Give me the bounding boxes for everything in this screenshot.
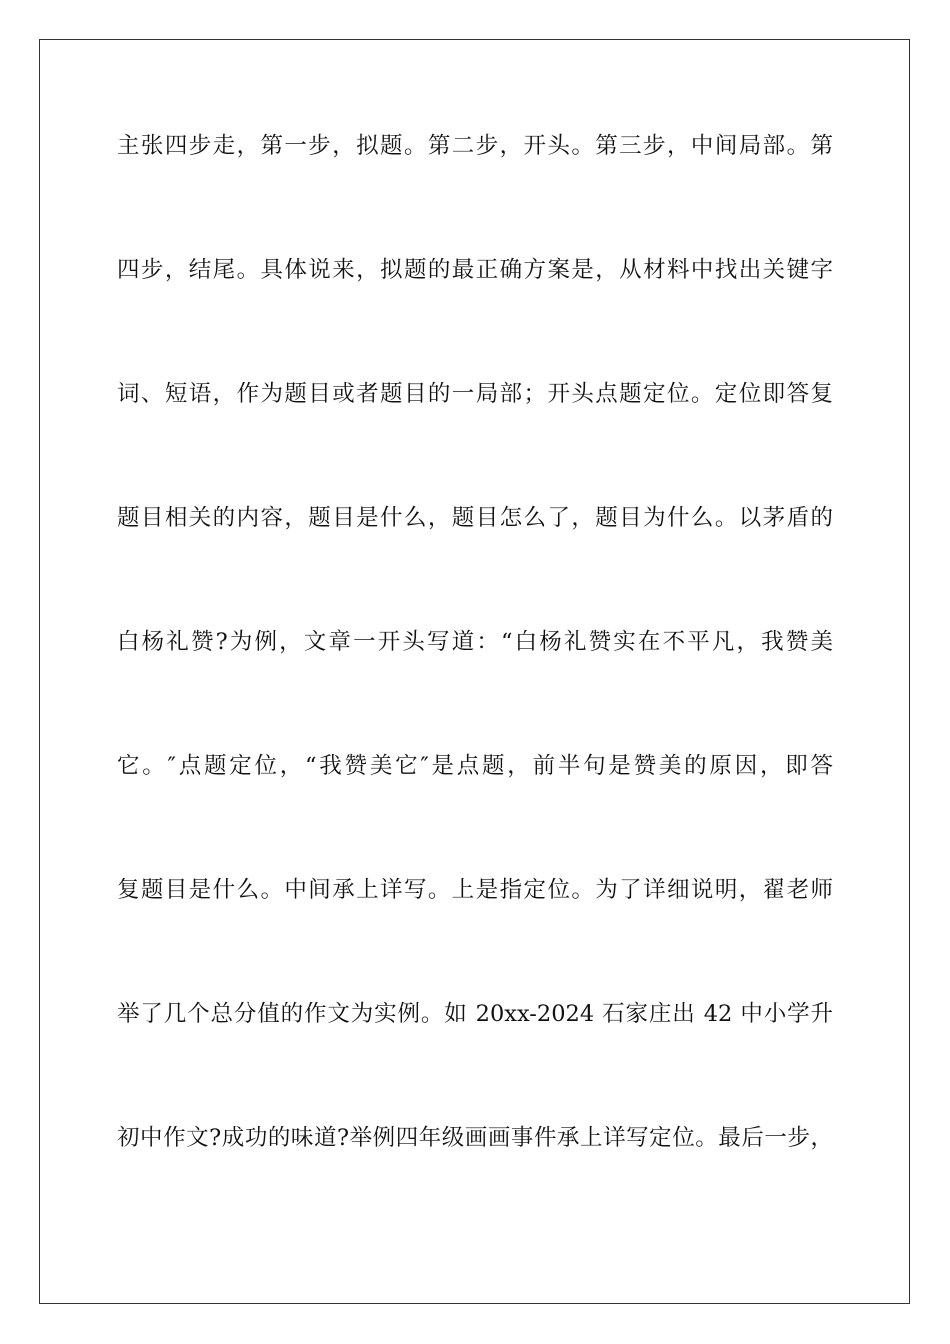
text-line-8: 举了几个总分值的作文为实例。如 20xx-2024 石家庄出 42 中小学升 [117, 1001, 833, 1027]
text-line-7: 复题目是什么。中间承上详写。上是指定位。为了详细说明，翟老师 [117, 877, 833, 903]
text-line-4: 题目相关的内容，题目是什么，题目怎么了，题目为什么。以茅盾的 [117, 505, 833, 531]
text-line-2: 四步，结尾。具体说来，拟题的最正确方案是，从材料中找出关键字 [117, 257, 833, 283]
text-line-6: 它。″点题定位，“我赞美它″是点题，前半句是赞美的原因，即答 [117, 753, 833, 779]
text-line-1: 主张四步走，第一步，拟题。第二步，开头。第三步，中间局部。第 [117, 133, 833, 159]
text-line-9: 初中作文?成功的味道?举例四年级画画事件承上详写定位。最后一步， [117, 1125, 833, 1151]
text-line-3: 词、短语，作为题目或者题目的一局部；开头点题定位。定位即答复 [117, 381, 833, 407]
text-line-5: 白杨礼赞?为例，文章一开头写道：“白杨礼赞实在不平凡，我赞美 [117, 629, 833, 655]
page-frame [39, 39, 910, 1304]
